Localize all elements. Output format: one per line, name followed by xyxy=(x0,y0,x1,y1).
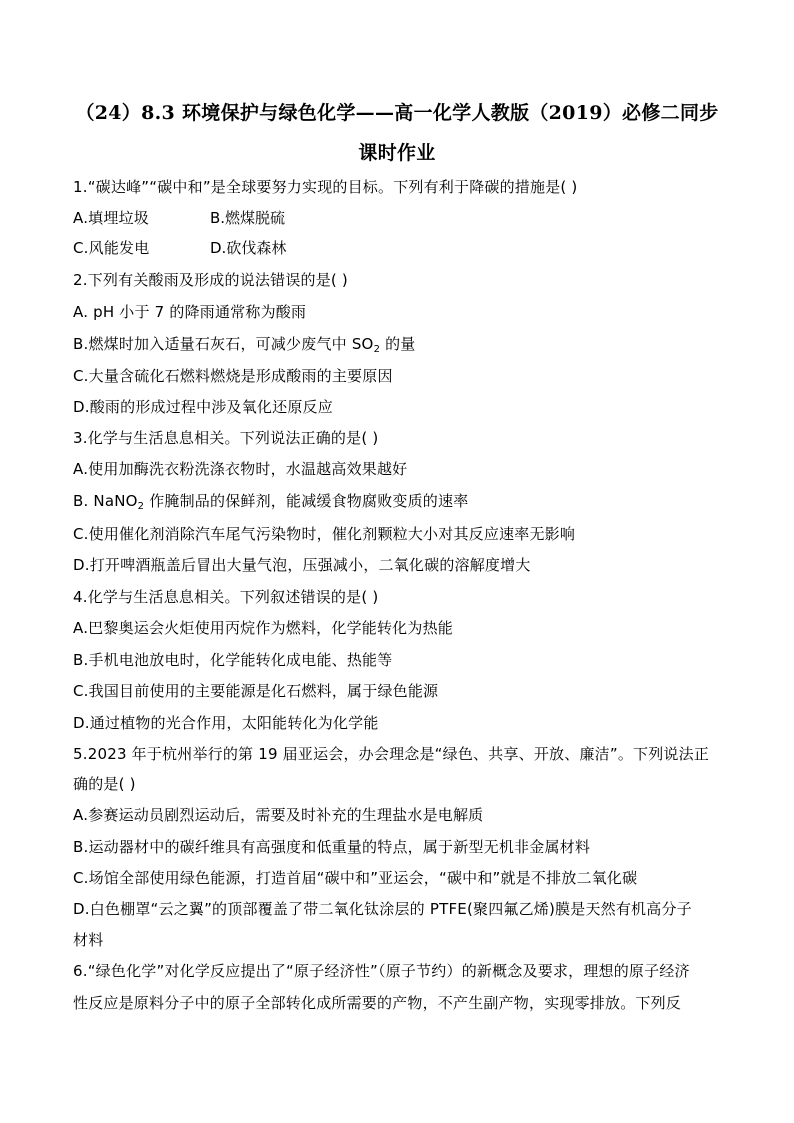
q2-option-d: D.酸雨的形成过程中涉及氧化还原反应 xyxy=(73,398,333,416)
q1-option-c: C.风能发电 xyxy=(73,239,150,257)
q1-stem: 1.“碳达峰”“碳中和”是全球要努力实现的目标。下列有利于降碳的措施是( ) xyxy=(73,178,578,196)
q1-option-b: B.燃煤脱硫 xyxy=(210,209,286,227)
q3-option-c: C.使用催化剂消除汽车尾气污染物时，催化剂颗粒大小对其反应速率无影响 xyxy=(73,525,576,543)
q2-option-b xyxy=(73,334,416,360)
q1-option-d: D.砍伐森林 xyxy=(210,239,287,257)
q3-stem: 3.化学与生活息息相关。下列说法正确的是( ) xyxy=(73,429,379,447)
q5-option-d-line1: D.白色棚罩“云之翼”的顶部覆盖了带二氧化钛涂层的 PTFE(聚四氟乙烯)膜是天然有机高分子 xyxy=(73,900,692,918)
q4-stem: 4.化学与生活息息相关。下列叙述错误的是( ) xyxy=(73,588,379,606)
q4-option-d: D.通过植物的光合作用，太阳能转化为化学能 xyxy=(73,714,379,732)
q3-option-d: D.打开啤酒瓶盖后冒出大量气泡，压强减小，二氧化碳的溶解度增大 xyxy=(73,556,531,574)
q3-option-b xyxy=(73,491,468,517)
q3-option-b-text: B. NaNO xyxy=(73,492,138,510)
q3-option-b-tail: 作腌制品的保鲜剂，能减缓食物腐败变质的速率 xyxy=(144,492,469,510)
q2-stem: 2.下列有关酸雨及形成的说法错误的是( ) xyxy=(73,271,348,289)
doc-title-line1: （24）8.3 环境保护与绿色化学——高一化学人教版（2019）必修二同步 xyxy=(75,102,719,124)
q5-option-d-line2: 材料 xyxy=(73,931,104,949)
q5-stem-line1: 5.2023 年于杭州举行的第 19 届亚运会，办会理念是“绿色、共享、开放、廉洁”。下列说法正 xyxy=(73,745,710,763)
q6-stem-line1: 6.“绿色化学”对化学反应提出了“原子经济性”（原子节约）的新概念及要求，理想的原子经济 xyxy=(73,962,690,980)
q3-option-b-subscript: 2 xyxy=(137,501,145,512)
q5-stem-line2: 确的是( ) xyxy=(73,775,136,793)
q4-option-c: C.我国目前使用的主要能源是化石燃料，属于绿色能源 xyxy=(73,682,439,700)
q2-option-b-subscript: 2 xyxy=(373,344,381,355)
q5-option-b: B.运动器材中的碳纤维具有高强度和低重量的特点，属于新型无机非金属材料 xyxy=(73,838,591,856)
q4-option-b: B.手机电池放电时，化学能转化成电能、热能等 xyxy=(73,651,393,669)
q2-option-a: A. pH 小于 7 的降雨通常称为酸雨 xyxy=(73,303,307,321)
q1-option-a: A.填埋垃圾 xyxy=(73,209,149,227)
doc-title-line2: 课时作业 xyxy=(358,142,436,164)
q3-option-a: A.使用加酶洗衣粉洗涤衣物时，水温越高效果越好 xyxy=(73,460,408,478)
q2-option-c: C.大量含硫化石燃料燃烧是形成酸雨的主要原因 xyxy=(73,367,393,385)
q2-option-b-tail: 的量 xyxy=(380,335,416,353)
q5-option-c: C.场馆全部使用绿色能源，打造首届“碳中和”亚运会，“碳中和”就是不排放二氧化碳 xyxy=(73,869,638,887)
q4-option-a: A.巴黎奥运会火炬使用丙烷作为燃料，化学能转化为热能 xyxy=(73,619,453,637)
q5-option-a: A.参赛运动员剧烈运动后，需要及时补充的生理盐水是电解质 xyxy=(73,806,484,824)
q6-stem-line2: 性反应是原料分子中的原子全部转化成所需要的产物，不产生副产物，实现零排放。下列反 xyxy=(73,994,682,1012)
q2-option-b-text: B.燃煤时加入适量石灰石，可减少废气中 SO xyxy=(73,335,374,353)
